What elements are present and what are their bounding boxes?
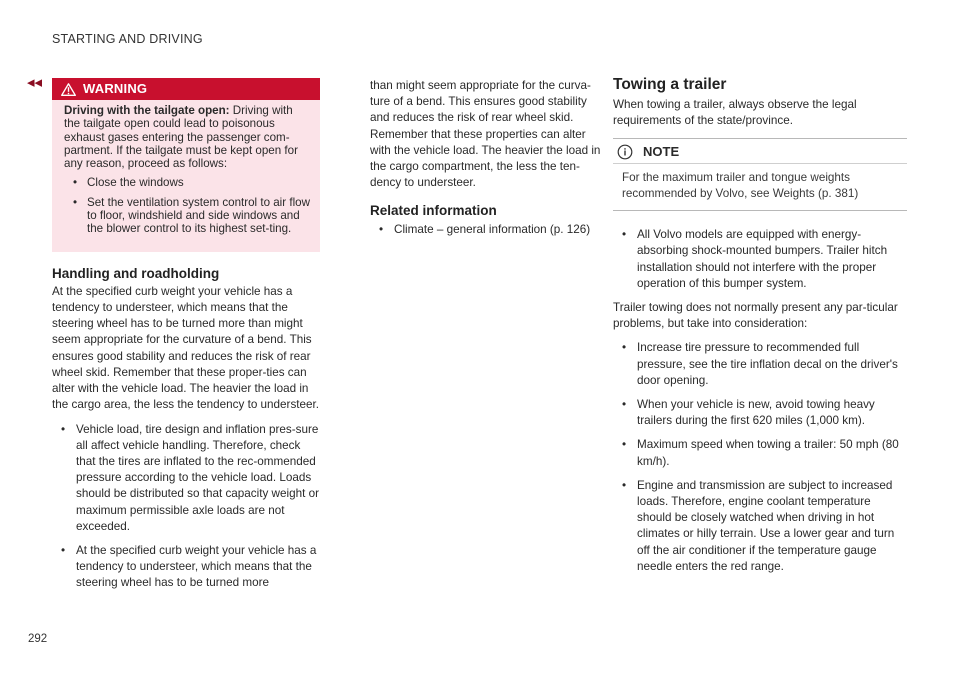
- list-item: • Increase tire pressure to recommended full pressure, see the tire inflation decal on the driver's door opening.: [613, 340, 907, 389]
- note-text: For the maximum trailer and tongue weights recommended by Volvo, see Weights (p. 381): [622, 170, 859, 201]
- note-header: [613, 139, 907, 164]
- column-right: [613, 77, 907, 583]
- page-number: 292: [28, 633, 48, 645]
- info-circle-icon: [617, 144, 633, 160]
- related-title: Related information: [370, 203, 497, 219]
- column-left: [52, 78, 320, 600]
- list-item: • Vehicle load, tire design and inflation pres-sure all affect vehicle handling. Therefore, check that the tires are inflated to the rec-ommended pressure according to the vehicle load. Loads should be distributed so that capacity weight or maximum permissible axle loads are not exceeded.: [52, 422, 320, 535]
- list-item: • When your vehicle is new, avoid towing heavy trailers during the first 620 miles (1,000 km).: [613, 397, 907, 429]
- towing-title: Towing a trailer: [613, 76, 727, 93]
- list-item: • At the specified curb weight your vehicle has a tendency to understeer, which means that the steering wheel has to be turned more: [52, 543, 320, 592]
- list-item: • Close the windows: [64, 176, 310, 189]
- list-item: • All Volvo models are equipped with energy-absorbing shock-mounted bumpers. Trailer hitch installation should not interfere with the proper operation of this bumper system.: [613, 227, 907, 292]
- warning-header: [52, 78, 320, 100]
- warning-label: WARNING: [83, 80, 148, 96]
- towing-first-list: [613, 227, 907, 292]
- towing-intro: When towing a trailer, always observe the legal requirements of the state/province.: [613, 98, 857, 128]
- handling-continued: than might seem appropriate for the curva-ture of a bend. This ensures good stability and reduces the risk of rear wheel skid. Remember that these properties can alter with the vehicle load. The heavier the load in the cargo compartment, the less the ten-dency to understeer.: [370, 79, 601, 190]
- note-box: [613, 138, 907, 212]
- warning-triangle-icon: [61, 83, 76, 96]
- towing-list: [613, 340, 907, 575]
- list-item: • Set the ventilation system control to air flow to floor, windshield and side windows and the blower control to its highest set-ting.: [64, 196, 310, 236]
- warning-lead-bold: Driving with the tailgate open:: [64, 104, 230, 117]
- handling-list: [52, 422, 320, 592]
- page-header-title: STARTING AND DRIVING: [52, 32, 203, 46]
- warning-lead: [64, 104, 310, 170]
- previous-page-arrow-icon[interactable]: ◂◂: [27, 74, 43, 91]
- towing-paragraph: Trailer towing does not normally present any par-ticular problems, but take into consideration:: [613, 301, 898, 331]
- list-item: • Engine and transmission are subject to increased loads. Therefore, engine coolant temperature should be closely watched when driving in hot climates or hilly terrain. Use a lower gear and turn off the air conditioner if the temperature gauge needle enters the red range.: [613, 478, 907, 575]
- related-link[interactable]: • Climate – general information (p. 126): [370, 222, 606, 238]
- list-item: • Maximum speed when towing a trailer: 50 mph (80 km/h).: [613, 437, 907, 469]
- handling-intro: At the specified curb weight your vehicle has a tendency to understeer, which means that the steering wheel has to be turned more than might seem appropriate for the curvature of a bend. This ensures good stability and reduces the risk of rear wheel skid. Remember that these proper-ties can alter with the vehicle load. The heavier the load in the cargo area, the less the tendency to understeer.: [52, 284, 320, 412]
- warning-lead-text: Driving with the tailgate open could lead to poisonous exhaust gases entering the passenger com-partment. If the tailgate must be kept open for any reason, proceed as follows:: [64, 104, 298, 171]
- column-middle: [370, 78, 606, 246]
- warning-list: [64, 176, 310, 235]
- warning-body: [52, 100, 320, 252]
- handling-title: Handling and roadholding: [52, 265, 220, 281]
- warning-box: [52, 78, 320, 252]
- note-label: NOTE: [643, 143, 680, 159]
- related-list: [370, 222, 606, 238]
